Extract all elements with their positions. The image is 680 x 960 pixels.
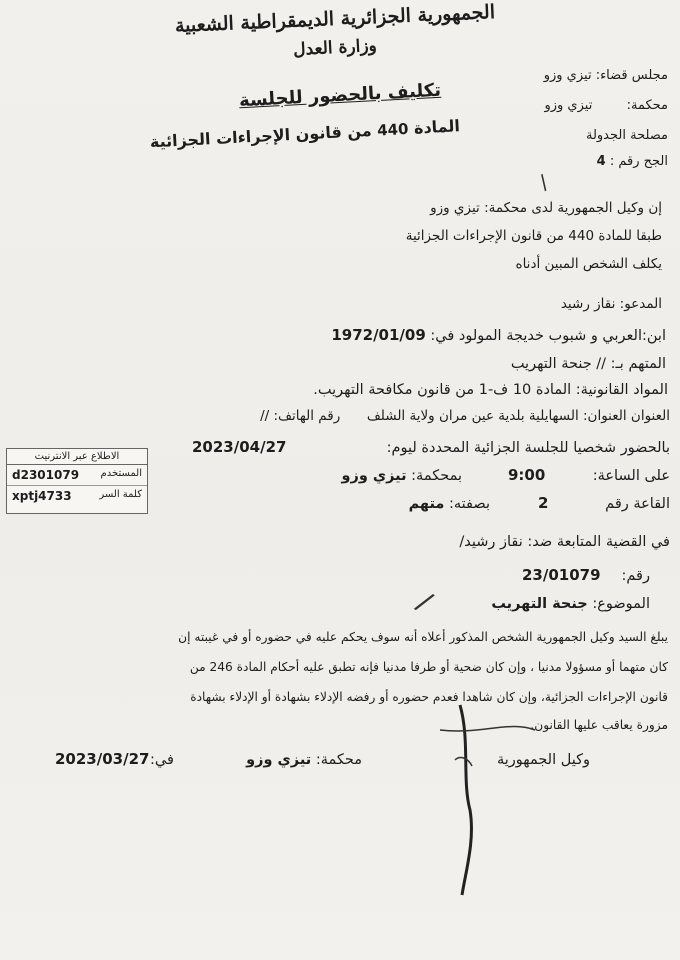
ministry-title: وزارة العدل bbox=[292, 35, 378, 61]
hearing-date: 2023/04/27 bbox=[192, 438, 287, 456]
room-value: 2 bbox=[538, 494, 549, 512]
room-label: القاعة رقم bbox=[605, 496, 670, 512]
intro-line-1: إن وكيل الجمهورية لدى محكمة: تيزي وزو bbox=[430, 200, 662, 216]
service-name: مصلحة الجدولة bbox=[585, 128, 668, 143]
case-number-value: 23/01079 bbox=[522, 566, 601, 584]
footer-court-label: محكمة: bbox=[315, 752, 362, 768]
court-council: مجلس قضاء: تيزي وزو bbox=[543, 68, 668, 83]
republic-title: الجمهورية الجزائرية الديمقراطية الشعبية bbox=[174, 1, 496, 37]
stamp-user-row bbox=[7, 465, 147, 486]
capacity-label: بصفته: bbox=[449, 496, 490, 512]
stamp-password-row bbox=[7, 486, 147, 506]
footer-date-value: 2023/03/27 bbox=[55, 750, 150, 768]
footer-date-label: في: bbox=[150, 752, 174, 768]
case-subject-label: الموضوع: bbox=[592, 596, 650, 612]
stamp-user-value: d2301079 bbox=[12, 468, 80, 482]
intro-line-3: يكلف الشخص المبين أدناه bbox=[515, 256, 662, 272]
notice-line-4: مزورة يعاقب عليها القانون. bbox=[530, 718, 668, 732]
number-label: الجح رقم : bbox=[609, 154, 668, 169]
notice-line-3: قانون الإجراءات الجزائية، وإن كان شاهدا فعدم حضوره أو رفضه الإدلاء بشهادة أو الإدلاء بشهادة bbox=[190, 690, 668, 704]
defendant-value: نقاز رشيد bbox=[560, 296, 616, 312]
document-title: تكليف بالحضور للجلسة bbox=[238, 79, 442, 112]
court-value: تيزي وزو bbox=[544, 98, 593, 113]
parents-line bbox=[331, 326, 666, 344]
parents-text: ابن:العربي و شبوب خديجة المولود في: bbox=[430, 328, 666, 344]
time-value: 9:00 bbox=[508, 466, 546, 484]
stamp-header: الاطلاع عبر الانترنيت bbox=[7, 449, 147, 465]
online-access-stamp bbox=[6, 448, 148, 514]
article-reference bbox=[149, 116, 461, 152]
capacity bbox=[409, 496, 490, 512]
number-line bbox=[597, 154, 668, 169]
address-text: العنوان العنوان: السهايلية بلدية عين مران ولاية الشلف bbox=[366, 408, 670, 424]
accused-value: // جنحة التهريب bbox=[510, 356, 607, 372]
case-subject bbox=[491, 596, 650, 612]
slash-mark-2: / bbox=[534, 169, 553, 195]
stamp-user-label: المستخدم bbox=[100, 468, 142, 479]
slash-mark-1: / bbox=[411, 585, 439, 618]
defendant-line bbox=[561, 296, 662, 312]
footer-court bbox=[246, 752, 362, 768]
articles-line: المواد القانونية: المادة 10 ف-1 من قانون مكافحة التهريب. bbox=[313, 382, 668, 398]
signature-scribble bbox=[400, 700, 560, 900]
defendant-label: المدعو: bbox=[619, 296, 662, 312]
birth-date: 1972/01/09 bbox=[331, 326, 426, 344]
article-number: 440 bbox=[376, 119, 409, 140]
accused-label: المتهم بـ: bbox=[610, 356, 666, 372]
prosecutor-title: وكيل الجمهورية bbox=[496, 752, 590, 768]
hearing-court bbox=[341, 468, 462, 484]
accused-line bbox=[511, 356, 666, 372]
hearing-court-value: تيزي وزو bbox=[341, 468, 407, 484]
article-prefix: المادة bbox=[413, 116, 461, 138]
court-line bbox=[544, 98, 668, 113]
case-number-label: رقم: bbox=[621, 568, 650, 584]
number-value: 4 bbox=[596, 154, 606, 169]
hearing-court-label: بمحكمة: bbox=[411, 468, 462, 484]
intro-line-2: طبقا للمادة 440 من قانون الإجراءات الجزائية bbox=[405, 228, 662, 244]
case-subject-value: جنحة التهريب bbox=[491, 596, 588, 612]
court-label: محكمة: bbox=[626, 98, 668, 113]
time-label: على الساعة: bbox=[592, 468, 670, 484]
article-suffix: من قانون الإجراءات الجزائية bbox=[149, 120, 373, 152]
stamp-password-value: xptj4733 bbox=[12, 489, 72, 503]
address-line bbox=[260, 408, 670, 424]
capacity-value: متهم bbox=[408, 496, 445, 512]
notice-line-2: كان متهما أو مسؤولا مدنيا ، وإن كان ضحية أو طرفا مدنيا فإنه تطبق عليه أحكام المادة 246 من bbox=[189, 660, 668, 674]
phone-text: رقم الهاتف: // bbox=[260, 408, 341, 424]
footer-court-value: تيزي وزو bbox=[246, 752, 312, 768]
stamp-password-label: كلمة السر bbox=[99, 489, 142, 500]
case-against: في القضية المتابعة ضد: نقاز رشيد/ bbox=[459, 534, 670, 550]
notice-line-1: يبلغ السيد وكيل الجمهورية الشخص المذكور أعلاه أنه سوف يحكم عليه في حضوره أو في غيبته إن bbox=[178, 630, 668, 644]
attend-text: بالحضور شخصيا للجلسة الجزائية المحددة ليوم: bbox=[386, 440, 670, 456]
